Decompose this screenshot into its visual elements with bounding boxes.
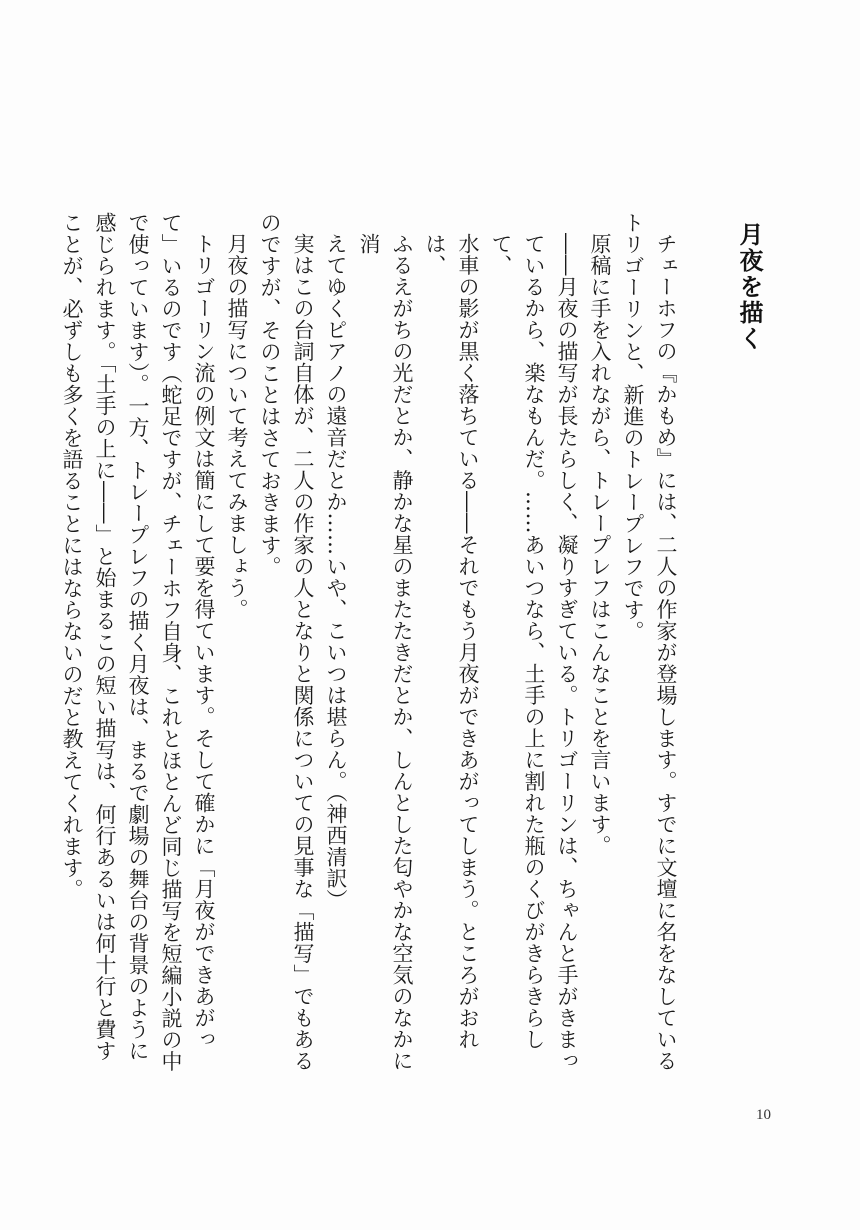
- quote-line: 水車の影が黒く落ちている――それでもう月夜ができあがってしまう。ところがおれは、: [423, 233, 480, 1050]
- paragraph: 月夜の描写について考えてみましょう。: [225, 233, 249, 620]
- body-text: [55, 212, 682, 1072]
- paragraph: 実はこの台詞自体が、二人の作家の人となりと関係についての見事な「描写」でもあるのですが、そのことはさておきます。: [258, 212, 315, 1072]
- quote-line: ――月夜の描写が長たらしく、凝りすぎている。トリゴーリンは、ちゃんと手がきまっ: [555, 233, 579, 1072]
- paragraph: トリゴーリン流の例文は簡にして要を得ています。そして確かに「月夜ができあがって」いるのです（蛇足ですが、チェーホフ自身、これとほとんど同じ描写を短編小説の中で使っています）。一方、トレープレフの描く月夜は、まるで劇場の舞台の背景のように感じられます。「土手の上に――」と始まるこの短い描写は、何行あるいは何十行と費すことが、必ずしも多くを語ることにはならないのだと教えてくれます。: [60, 212, 216, 1072]
- page-number: 10: [756, 1107, 771, 1123]
- quote-line: ふるえがちの光だとか、静かな星のまたたきだとか、しんとした匂やかな空気のなかに消: [357, 233, 414, 1072]
- paragraph: チェーホフの『かもめ』には、二人の作家が登場します。すでに文壇に名をなしているトリゴーリンと、新進のトレープレフです。: [621, 212, 678, 1072]
- paragraph: 原稿に手を入れながら、トレープレフはこんなことを言います。: [588, 233, 612, 857]
- quote-line: ているから、楽なもんだ。……あいつなら、土手の上に割れた瓶のくびがきらきらして、: [489, 233, 546, 1050]
- quote-line: えてゆくピアノの遠音だとか……いや、こいつは堪らん。（神西清訳）: [324, 233, 348, 911]
- section-title: 月夜を描く: [735, 222, 763, 352]
- quote-block: [319, 233, 583, 1072]
